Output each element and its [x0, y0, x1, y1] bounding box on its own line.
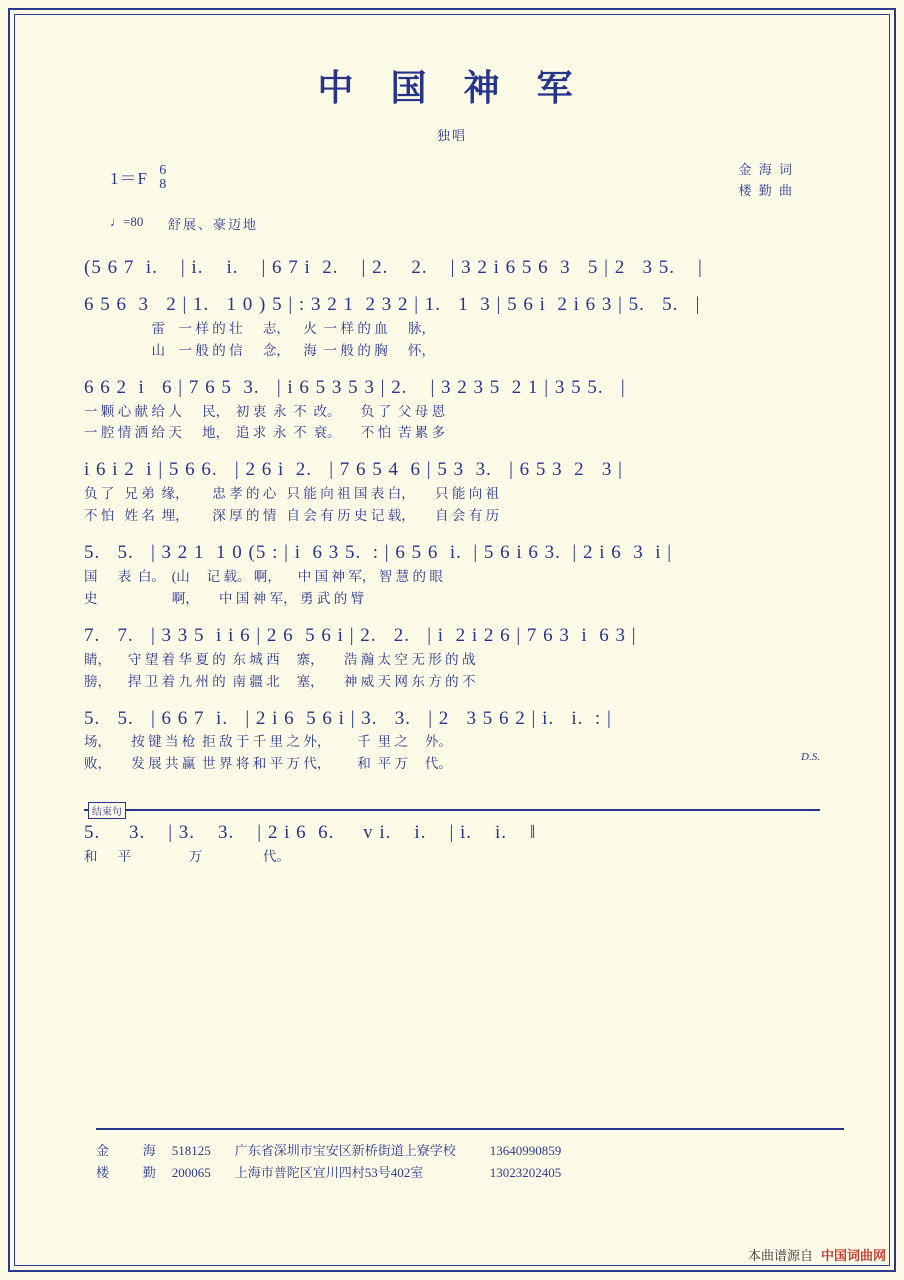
ds-al-coda-mark: D.S. [801, 750, 820, 763]
page-title: 中 国 神 军 [317, 68, 587, 108]
contact-address: 上海市普陀区宜川四村53号402室 [234, 1164, 424, 1180]
contact-address: 广东省深圳市宝安区新桥街道上寮学校 [234, 1142, 456, 1158]
credits [738, 160, 794, 202]
composer-credit: 楼 勤 曲 [738, 182, 794, 198]
lyric-line-verse1: 一 颗 心 献 给 人 民， 初 衷 永 不 改。 负 了 父 母 恩 [84, 403, 446, 419]
lyric-line-verse2: 不 怕 姓 名 埋， 深 厚 的 情 自 会 有 历 史 记 载， 自 会 有 历 [84, 508, 500, 524]
notation-line: 6 5 6 3 2 | 1. 1 0 ) 5 | : 3 2 1 2 3 2 | 1. 1 3 | 5 6 i 2 i 6 3 | 5. 5. | [84, 293, 701, 315]
contact-table [96, 1140, 571, 1184]
notation-line: 5. 3. | 3. 3. | 2 i 6 6. v i. i. | i. i. ‖ [84, 822, 537, 844]
table-row [96, 1140, 571, 1162]
meta-row [0, 156, 904, 212]
lyric-line-verse2: 一 腔 情 洒 给 天 地， 追 求 永 不 衰。 不 怕 苦 累 多 [84, 425, 446, 441]
source-attribution [748, 1245, 886, 1264]
lyric-line-verse1: 睛， 守 望 着 华 夏 的 东 城 西 寨， 浩 瀚 太 空 无 形 的 战 [84, 651, 476, 667]
music-system-4 [84, 444, 820, 527]
music-system-7 [84, 693, 820, 776]
time-signature-numerator: 6 [159, 163, 168, 179]
expression-marking: 舒展、豪迈地 [168, 217, 259, 232]
contact-name: 金 海 [96, 1142, 162, 1158]
tempo-marking: ♩=80 [110, 214, 144, 229]
contact-phone: 13023202405 [489, 1164, 562, 1180]
contact-phone: 13640990859 [489, 1142, 562, 1158]
table-row [96, 1162, 571, 1184]
music-system-1 [84, 242, 820, 279]
lyric-line-verse2: 败， 发 展 共 赢 世 界 将 和 平 万 代， 和 平 万 代。 [84, 756, 452, 772]
lyric-line-verse1: 负 了 兄 弟 缘， 忠 孝 的 心 只 能 向 祖 国 表 白， 只 能 向 祖 [84, 486, 500, 502]
tempo-row [0, 214, 904, 242]
key-signature-text: 1＝F [110, 169, 148, 188]
notation-line: 5. 5. | 3 2 1 1 0 (5 : | i 6 3 5. : | 6 5 6 i. | 5 6 i 6 3. | 2 i 6 3 i | [84, 542, 673, 564]
contact-name: 楼 勤 [96, 1164, 162, 1180]
lyric-line-verse2: 史 啊， 中 国 神 军， 勇 武 的 臂 [84, 590, 365, 606]
time-signature-denominator: 8 [159, 177, 168, 193]
notation-line: 6 6 2 i 6 | 7 6 5 3. | i 6 5 3 5 3 | 2. | 3 2 3 5 2 1 | 3 5 5. | [84, 376, 626, 398]
lyric-line-verse2: 膀， 捍 卫 着 九 州 的 南 疆 北 塞， 神 威 天 网 东 方 的 不 [84, 673, 476, 689]
music-system-2 [84, 279, 820, 362]
contact-footer [96, 1128, 844, 1184]
key-signature [110, 164, 167, 194]
lyric-line-verse1: 国 表 白。 (山 记 载。 啊， 中 国 神 军， 智 慧 的 眼 [84, 568, 443, 584]
lyric-line-coda: 和 平 万 代。 [84, 849, 290, 865]
notation-line: (5 6 7 i. | i. i. | 6 7 i 2. | 2. 2. | 3 2 i 6 5 6 3 5 | 2 3 5. | [84, 257, 703, 278]
source-site-link[interactable]: 中国词曲网 [820, 1248, 886, 1263]
music-system-6 [84, 610, 820, 693]
contact-zip: 518125 [171, 1142, 211, 1158]
contact-zip: 200065 [171, 1164, 211, 1180]
coda-label: 结束句 [88, 802, 126, 819]
notation-line: i 6 i 2 i | 5 6 6. | 2 6 i 2. | 7 6 5 4 6 | 5 3 3. | 6 5 3 2 3 | [84, 459, 623, 481]
performance-type: 独唱 [436, 128, 467, 143]
music-system-3 [84, 362, 820, 445]
source-prefix: 本曲谱源自 [747, 1248, 813, 1263]
lyric-line-verse2: 山 一 般 的 信 念， 海 一 般 的 胸 怀， [84, 342, 435, 358]
notation-line: 5. 5. | 6 6 7 i. | 2 i 6 5 6 i | 3. 3. | 2 3 5 6 2 | i. i. : | [84, 707, 612, 729]
coda-section [84, 809, 820, 868]
music-system-5 [84, 527, 820, 610]
lyricist-credit: 金 海 词 [738, 162, 794, 177]
lyric-line-verse1: 场， 按 键 当 枪 拒 敌 于 千 里 之 外， 千 里 之 外。 [84, 734, 452, 750]
lyric-line-verse1: 雷 一 样 的 壮 志， 火 一 样 的 血 脉， [84, 320, 435, 336]
time-signature [159, 164, 167, 192]
notation-line: 7. 7. | 3 3 5 i i 6 | 2 6 5 6 i | 2. 2. | i 2 i 2 6 | 7 6 3 i 6 3 | [84, 624, 637, 646]
